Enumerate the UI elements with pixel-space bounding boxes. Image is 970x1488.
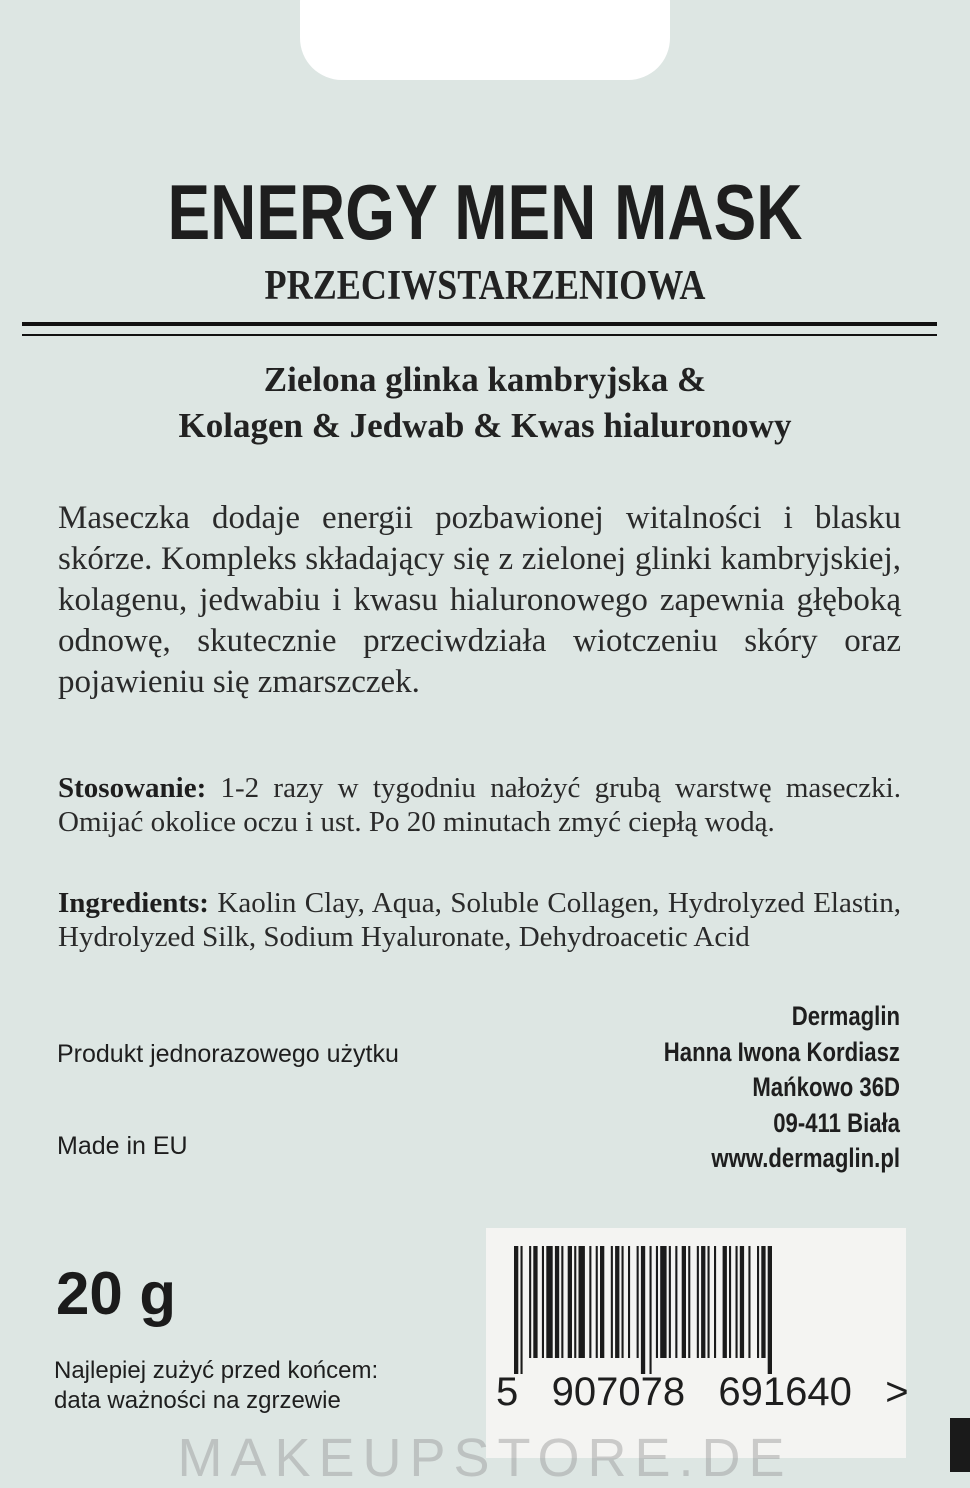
barcode-digits: 5 907078 691640 >	[496, 1370, 909, 1414]
best-before-line-2: data ważności na zgrzewie	[54, 1387, 341, 1414]
divider-thin	[22, 334, 937, 336]
usage-paragraph	[58, 771, 901, 839]
manufacturer-name: Dermaglin	[791, 1001, 900, 1031]
product-title: ENERGY MEN MASK	[167, 168, 803, 256]
best-before-line-1: Najlepiej zużyć przed końcem:	[54, 1357, 379, 1384]
net-weight: 20 g	[56, 1260, 177, 1327]
barcode-panel	[486, 1228, 909, 1458]
single-use-note: Produkt jednorazowego użytku	[57, 1040, 399, 1068]
ingredients-paragraph	[58, 886, 901, 954]
hang-tab	[300, 0, 670, 80]
barcode-icon	[510, 1246, 890, 1376]
manufacturer-address	[600, 999, 900, 1177]
manufacturer-website: www.dermaglin.pl	[711, 1143, 900, 1173]
watermark: MAKEUPSTORE.DE	[177, 1428, 793, 1488]
key-ingredients-line-1: Zielona glinka kambryjska &	[263, 360, 707, 399]
manufacturer-owner: Hanna Iwona Kordiasz	[663, 1036, 900, 1067]
made-in-note: Made in EU	[57, 1132, 188, 1160]
ingredients-label: Ingredients:	[58, 887, 209, 919]
usage-label: Stosowanie:	[58, 772, 207, 804]
best-before-note	[54, 1356, 378, 1416]
usage-text: 1-2 razy w tygodniu nałożyć grubą warstwę maseczki. Omijać okolice oczu i ust. Po 20 minutach zmyć ciepłą wodą.	[58, 772, 901, 838]
ingredients-text: Kaolin Clay, Aqua, Soluble Collagen, Hydrolyzed Elastin, Hydrolyzed Silk, Sodium Hyaluronate, Dehydroacetic Acid	[58, 887, 901, 953]
divider-thick	[22, 322, 937, 326]
manufacturer-street: Mańkowo 36D	[752, 1072, 900, 1102]
manufacturer-city: 09-411 Biała	[773, 1107, 900, 1138]
product-description: Maseczka dodaje energii pozbawionej witalności i blasku skórze. Kompleks składający się z zielonej glinki kambryjskiej, kolagenu, jedwabiu i kwasu hialuronowego zapewnia głęboką odnowę, skutecznie przeciwdziała wiotczeniu skóry oraz pojawieniu się zmarszczek.	[58, 500, 901, 700]
product-subtitle: PRZECIWSTARZENIOWA	[264, 263, 706, 309]
key-ingredients-line-2: Kolagen & Jedwab & Kwas hialuronowy	[178, 406, 792, 445]
